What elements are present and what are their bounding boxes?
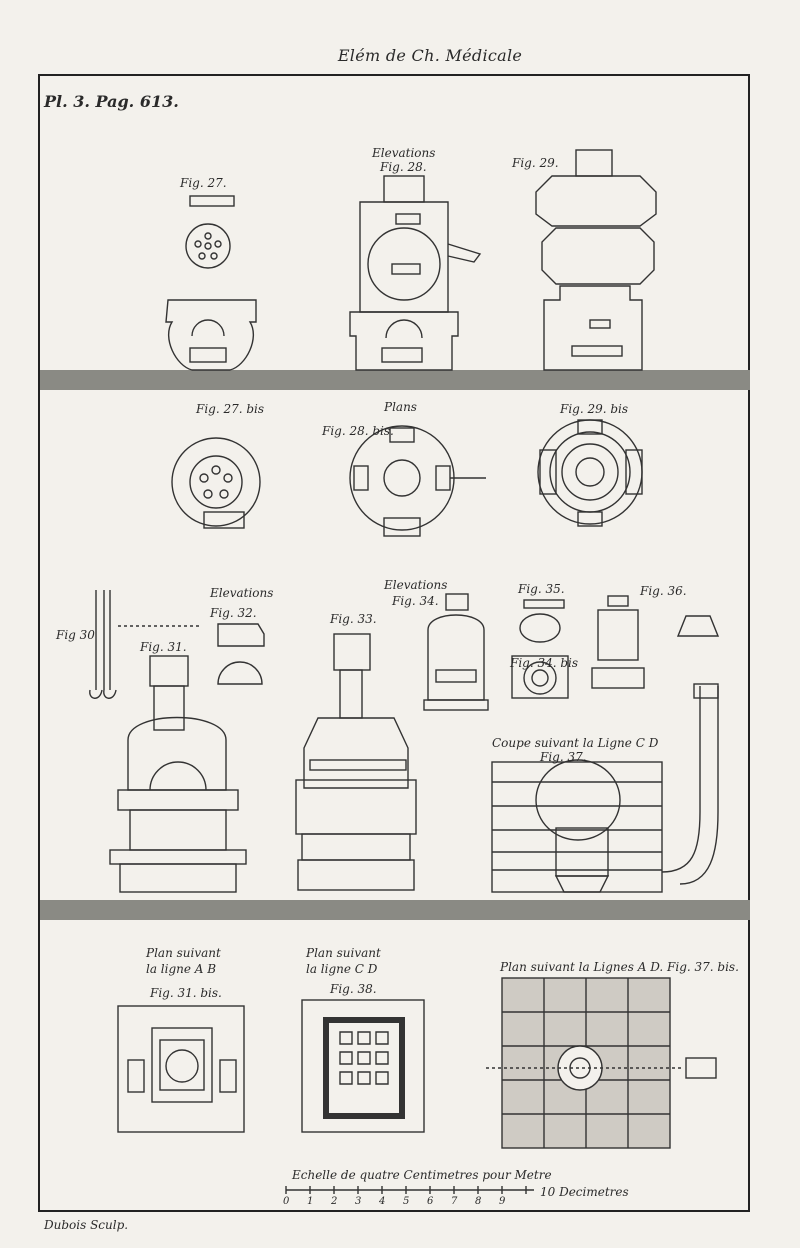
plan-ab-caption-2: la ligne A B — [146, 962, 217, 976]
fig-28-bis-caption: Fig. 28. bis. — [322, 424, 394, 438]
fig-38-caption: Fig. 38. — [330, 982, 377, 996]
fig-33-drawing — [296, 634, 416, 890]
fig-27-drawing — [166, 196, 256, 370]
book-header: Elém de Ch. Médicale — [337, 46, 523, 65]
elevations-caption-top: Elevations — [372, 146, 436, 160]
scale-caption: Echelle de quatre Centimetres pour Metre — [292, 1168, 552, 1182]
scale-tick-label: 6 — [427, 1196, 434, 1207]
plan-cd-caption-2: la ligne C D — [306, 962, 378, 976]
fig-27-bis-drawing — [172, 438, 260, 528]
fig-29-bis-drawing — [538, 420, 642, 526]
plan-ab-caption-1: Plan suivant — [146, 946, 221, 960]
fig-36-drawing — [592, 596, 718, 688]
elevations-caption-mid: Elevations — [384, 578, 448, 592]
fig-33-caption: Fig. 33. — [330, 612, 377, 626]
fig-35-caption: Fig. 35. — [518, 582, 565, 596]
scale-tick-label: 2 — [331, 1196, 338, 1207]
plan-cd-caption-1: Plan suivant — [306, 946, 381, 960]
fig-35-drawing — [512, 600, 568, 698]
scale-tick-label: 5 — [403, 1196, 410, 1207]
scale-tick-label: 7 — [451, 1196, 458, 1207]
fig-31-bis-drawing — [118, 1006, 244, 1132]
fig-34-drawing — [424, 594, 488, 710]
scale-tick-label: 3 — [355, 1196, 362, 1207]
fig-32-drawing — [218, 624, 264, 684]
fig-28-caption: Fig. 28. — [380, 160, 427, 174]
fig-29-bis-caption: Fig. 29. bis — [560, 402, 629, 416]
fig-31-caption: Fig. 31. — [140, 640, 187, 654]
scale-tick-label: 1 — [307, 1196, 314, 1207]
scale-bar — [286, 1186, 534, 1194]
scale-tick-label: 4 — [379, 1196, 386, 1207]
fig-37-caption: Fig. 37. — [540, 750, 587, 764]
fig-28-bis-drawing — [350, 426, 486, 536]
fig-38-drawing — [302, 1000, 424, 1132]
fig-31-drawing — [110, 656, 246, 892]
fig-29-drawing — [536, 150, 656, 370]
plate-reference: Pl. 3. Pag. 613. — [44, 92, 179, 111]
scale-end-label: 10 Decimetres — [540, 1185, 629, 1199]
fig-31-bis-caption: Fig. 31. bis. — [150, 986, 222, 1000]
fig-29-caption: Fig. 29. — [512, 156, 559, 170]
fig-30-caption: Fig 30 — [56, 628, 95, 642]
fig-27-bis-caption: Fig. 27. bis — [196, 402, 265, 416]
plan-ad-caption: Plan suivant la Lignes A D. Fig. 37. bis. — [500, 960, 739, 974]
fig-37-bis-drawing — [486, 978, 716, 1148]
fig-36-caption: Fig. 36. — [640, 584, 687, 598]
engraver-signature: Dubois Sculp. — [44, 1218, 129, 1232]
fig-28-drawing — [350, 176, 480, 370]
fig-34-bis-caption: Fig. 34. bis — [510, 656, 579, 670]
elevations-caption-left: Elevations — [210, 586, 274, 600]
fig-34-caption: Fig. 34. — [392, 594, 439, 608]
fig-27-caption: Fig. 27. — [180, 176, 227, 190]
plans-caption: Plans — [384, 400, 417, 414]
scale-tick-label: 9 — [499, 1196, 506, 1207]
scale-tick-label: 8 — [475, 1196, 482, 1207]
coupe-caption: Coupe suivant la Ligne C D — [492, 736, 659, 750]
fig-37-drawing — [492, 684, 718, 892]
fig-32-caption: Fig. 32. — [210, 606, 257, 620]
scale-tick-label: 0 — [283, 1196, 290, 1207]
